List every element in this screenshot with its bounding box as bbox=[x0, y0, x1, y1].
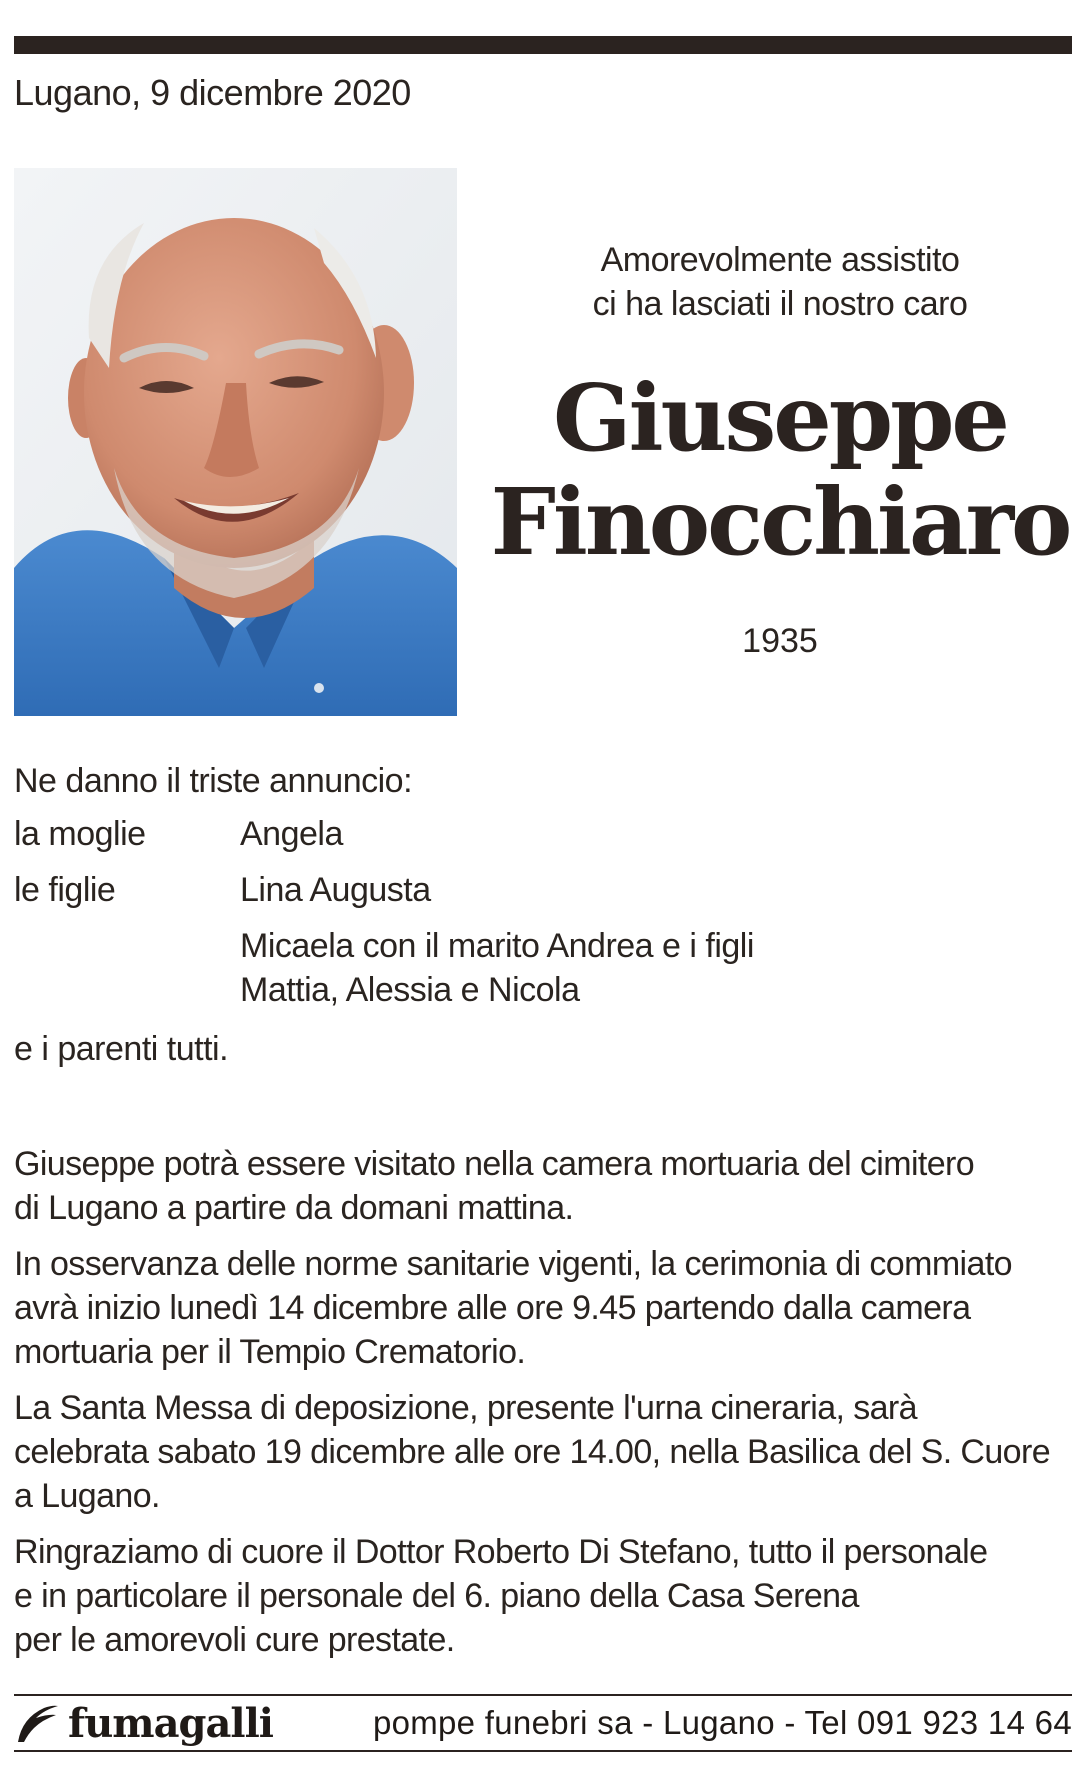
paragraph-line: In osservanza delle norme sanitarie vigenti, la cerimonia di commiato bbox=[14, 1245, 1012, 1283]
birth-year: 1935 bbox=[742, 622, 818, 660]
notice-date: Lugano, 9 dicembre 2020 bbox=[14, 72, 411, 113]
paragraph-line: avrà inizio lunedì 14 dicembre alle ore 9.45 partendo dalla camera bbox=[14, 1289, 971, 1327]
paragraph-line: per le amorevoli cure prestate. bbox=[14, 1621, 455, 1659]
paragraph-line: celebrata sabato 19 dicembre alle ore 14.00, nella Basilica del S. Cuore bbox=[14, 1433, 1051, 1471]
family-member: Micaela con il marito Andrea e i figli bbox=[240, 927, 754, 965]
family-member: Angela bbox=[240, 815, 343, 853]
logo-wordmark: fumagalli bbox=[68, 1699, 274, 1747]
first-name: Giuseppe bbox=[553, 364, 1007, 472]
paragraph-line: La Santa Messa di deposizione, presente l'urna cineraria, sarà bbox=[14, 1389, 917, 1427]
intro-text bbox=[490, 238, 1070, 326]
intro-line-2: ci ha lasciati il nostro caro bbox=[592, 285, 968, 323]
wing-logo-icon bbox=[14, 1700, 60, 1746]
footer-rule-bottom bbox=[14, 1750, 1072, 1752]
family-role: la moglie bbox=[14, 815, 146, 853]
intro-line-1: Amorevolmente assistito bbox=[600, 241, 960, 279]
family-member: Lina Augusta bbox=[240, 871, 431, 909]
paragraph-line: a Lugano. bbox=[14, 1477, 160, 1515]
paragraph-line: e in particolare il personale del 6. piano della Casa Serena bbox=[14, 1577, 859, 1615]
paragraph-line: Giuseppe potrà essere visitato nella camera mortuaria del cimitero bbox=[14, 1145, 975, 1183]
funeral-home-logo bbox=[14, 1700, 273, 1746]
paragraph-line: mortuaria per il Tempio Crematorio. bbox=[14, 1333, 526, 1371]
portrait-photo bbox=[14, 168, 457, 716]
paragraph-line: Ringraziamo di cuore il Dottor Roberto Di Stefano, tutto il personale bbox=[14, 1533, 988, 1571]
paragraph-mass bbox=[14, 1386, 1074, 1518]
top-rule bbox=[14, 36, 1072, 54]
paragraph-line: di Lugano a partire da domani mattina. bbox=[14, 1189, 574, 1227]
paragraph-ceremony bbox=[14, 1242, 1074, 1374]
last-name: Finocchiaro bbox=[490, 468, 1070, 576]
family-role: le figlie bbox=[14, 871, 116, 909]
deceased-name bbox=[470, 366, 1090, 574]
paragraph-visitation bbox=[14, 1142, 1074, 1230]
portrait-illustration bbox=[14, 168, 457, 716]
family-member: Mattia, Alessia e Nicola bbox=[240, 971, 580, 1009]
footer-rule-top bbox=[14, 1694, 1072, 1696]
announcement-heading: Ne danno il triste annuncio: bbox=[14, 762, 413, 800]
paragraph-thanks bbox=[14, 1530, 1074, 1662]
funeral-home-contact: pompe funebri sa - Lugano - Tel 091 923 14 64 bbox=[372, 1704, 1072, 1741]
family-closing: e i parenti tutti. bbox=[14, 1030, 229, 1068]
